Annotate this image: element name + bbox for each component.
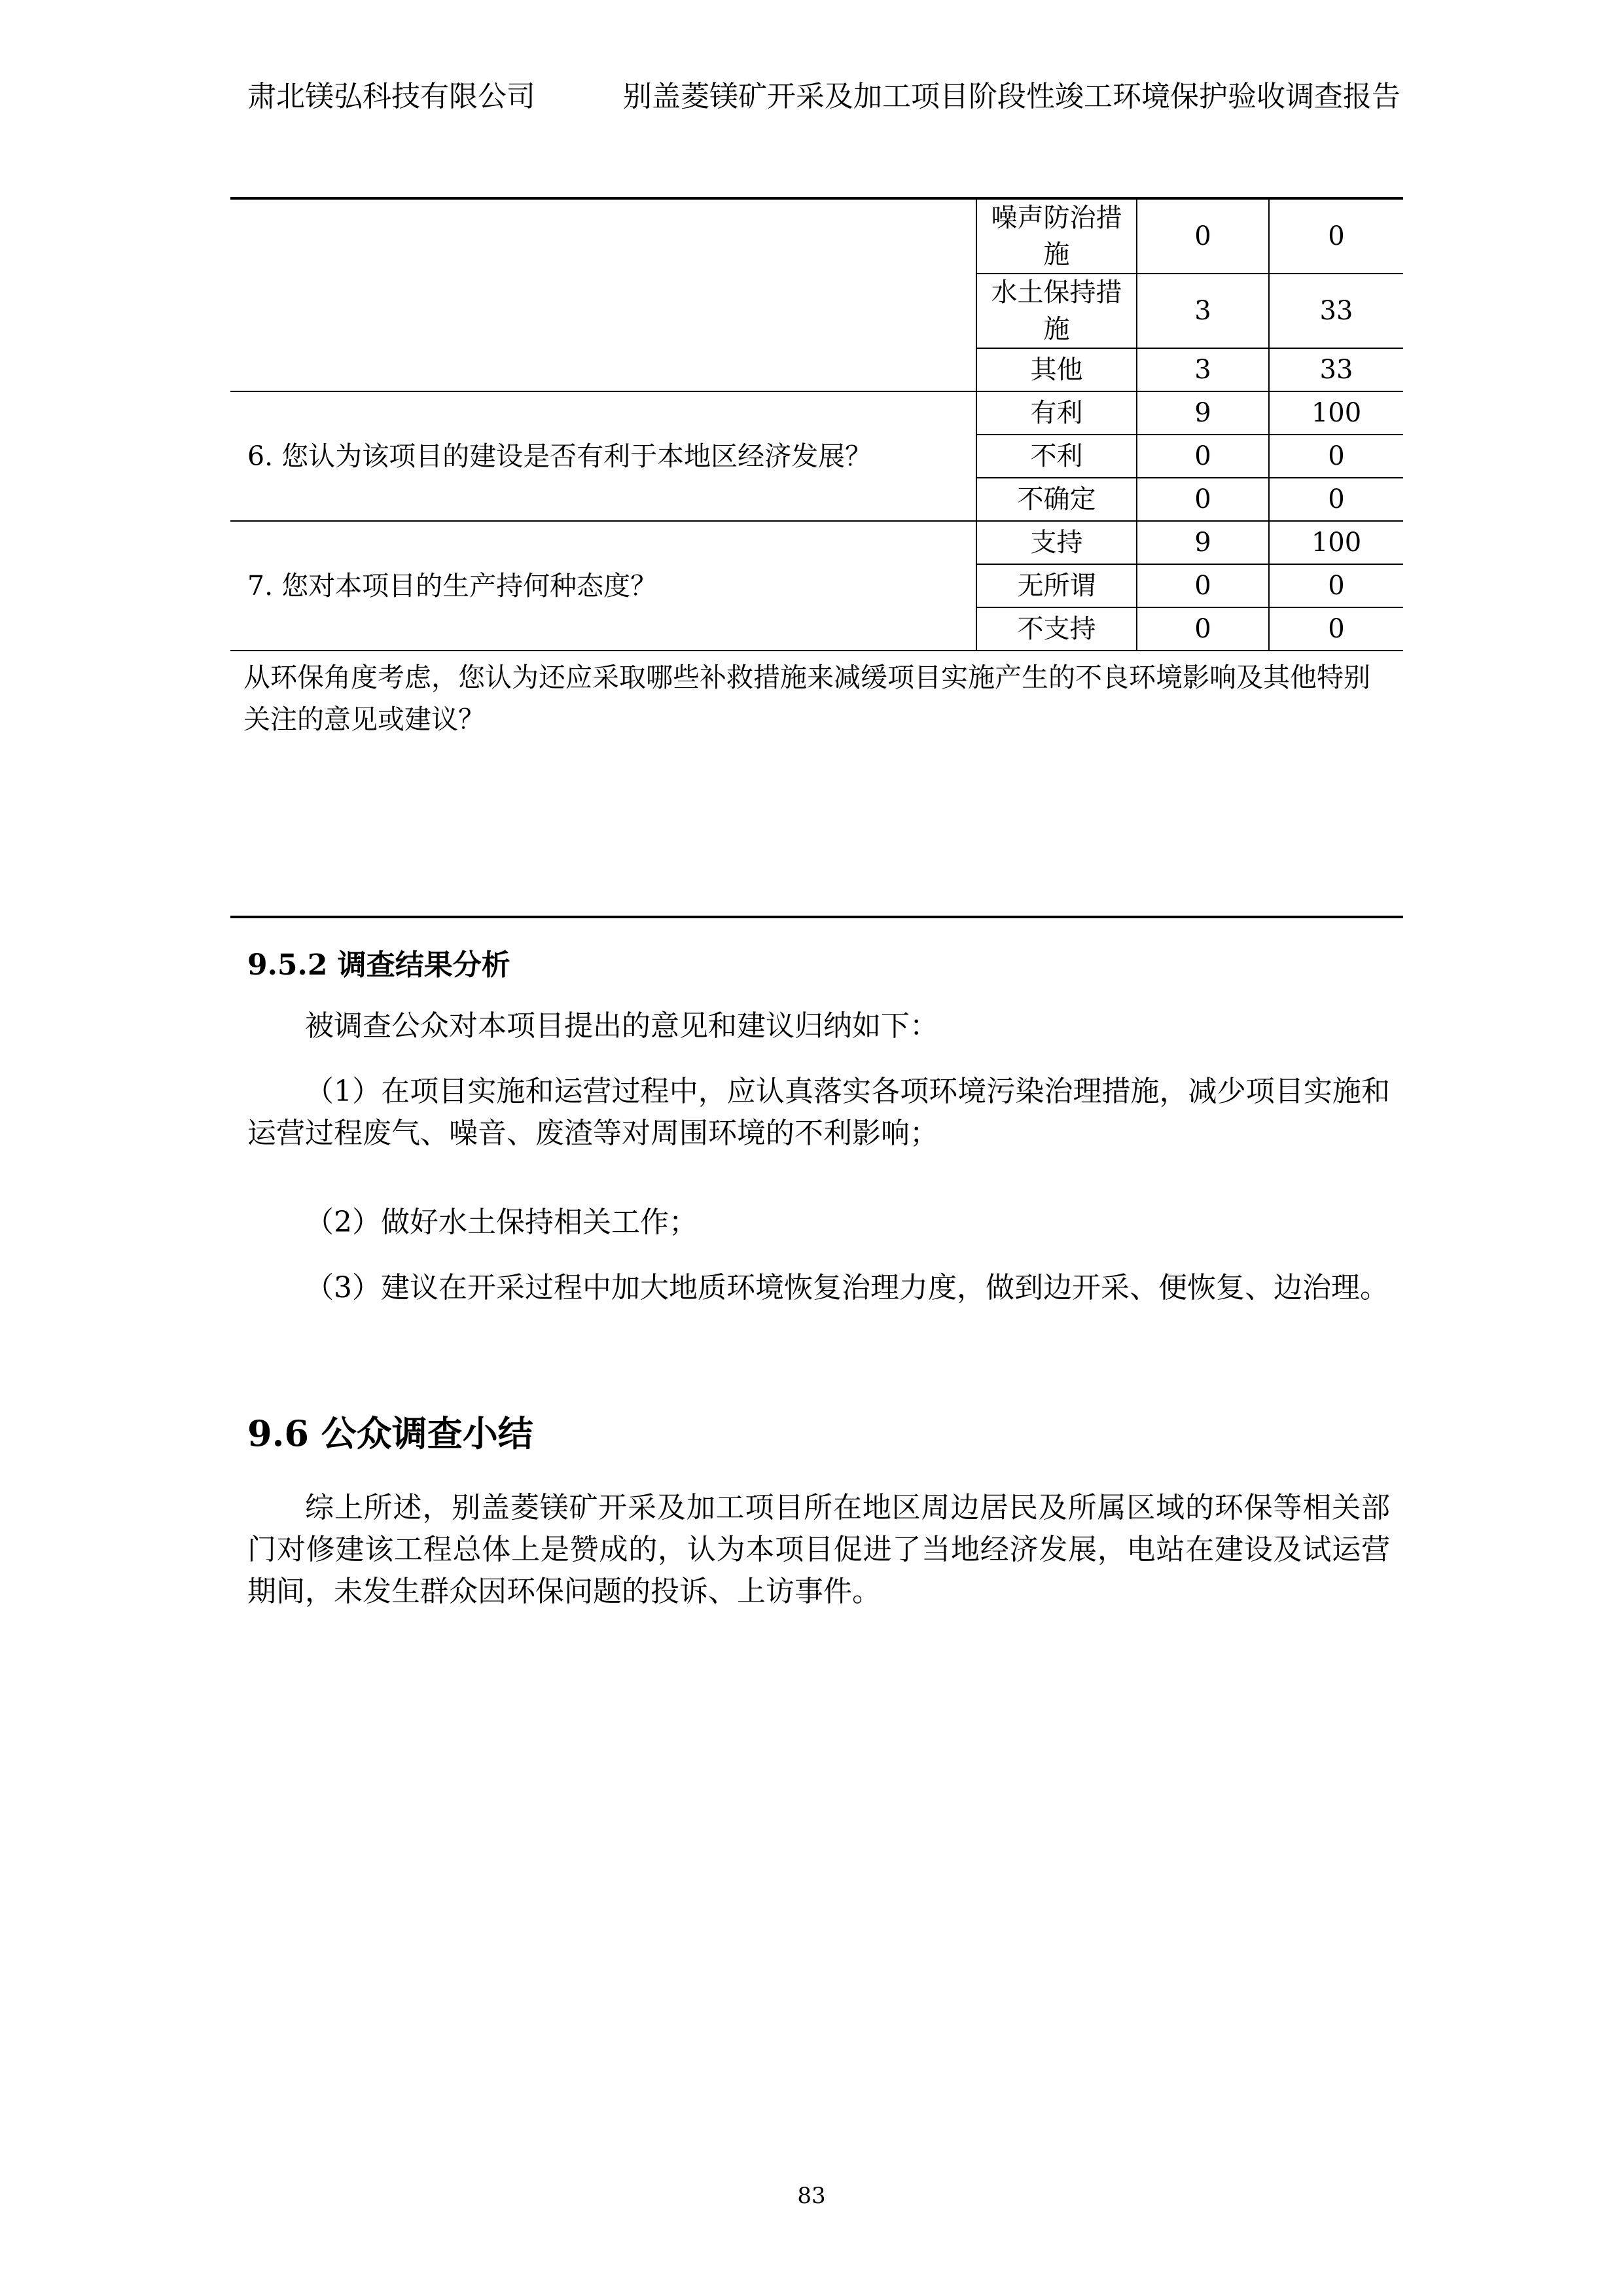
results-intro: 被调查公众对本项目提出的意见和建议归纳如下：: [305, 1009, 938, 1043]
table-row: [230, 521, 1403, 564]
percent-cell: 0: [1269, 198, 1403, 274]
table-row: [230, 651, 1403, 917]
percent-cell: 33: [1269, 274, 1403, 348]
section-9-5-2-heading: 9.5.2 调查结果分析: [247, 948, 510, 982]
option-cell: 无所谓: [976, 564, 1137, 607]
option-cell: 噪声防治措施: [976, 198, 1137, 274]
summary-paragraph: 综上所述，别盖菱镁矿开采及加工项目所在地区周边居民及所属区域的环保等相关部门对修建该工程总体上是赞成的，认为本项目促进了当地经济发展，电站在建设及试运营期间，未发生群众因环保问题的投诉、上访事件。: [247, 1491, 1390, 1608]
count-cell: 0: [1137, 478, 1269, 521]
page-header: [247, 77, 1400, 117]
option-cell: 支持: [976, 521, 1137, 564]
option-cell: 不支持: [976, 607, 1137, 651]
percent-cell: 0: [1269, 607, 1403, 651]
option-cell: 不利: [976, 435, 1137, 478]
survey-table: [230, 197, 1403, 918]
option-cell: 水土保持措施: [976, 274, 1137, 348]
count-cell: 9: [1137, 521, 1269, 564]
open-question-cell: 从环保角度考虑，您认为还应采取哪些补救措施来减缓项目实施产生的不良环境影响及其他特别关注的意见或建议？: [230, 651, 1403, 917]
question-6-cell: 6. 您认为该项目的建设是否有利于本地区经济发展？: [230, 391, 976, 521]
percent-cell: 0: [1269, 564, 1403, 607]
header-company: 肃北镁弘科技有限公司: [247, 80, 535, 113]
count-cell: 0: [1137, 435, 1269, 478]
table-row: [230, 198, 1403, 274]
result-item-3: （3）建议在开采过程中加大地质环境恢复治理力度，做到边开采、便恢复、边治理。: [305, 1271, 1389, 1304]
question-7-cell: 7. 您对本项目的生产持何种态度？: [230, 521, 976, 651]
count-cell: 3: [1137, 274, 1269, 348]
count-cell: 9: [1137, 391, 1269, 435]
result-item-1: （1）在项目实施和运营过程中，应认真落实各项环境污染治理措施，减少项目实施和运营过程废气、噪音、废渣等对周围环境的不利影响；: [247, 1075, 1390, 1150]
percent-cell: 100: [1269, 521, 1403, 564]
result-item-2: （2）做好水土保持相关工作；: [305, 1206, 698, 1239]
percent-cell: 0: [1269, 478, 1403, 521]
section-9-6-heading: 9.6 公众调查小结: [247, 1412, 533, 1454]
page-number: 83: [797, 2183, 826, 2209]
count-cell: 0: [1137, 607, 1269, 651]
option-cell: 有利: [976, 391, 1137, 435]
count-cell: 0: [1137, 564, 1269, 607]
option-cell: 不确定: [976, 478, 1137, 521]
percent-cell: 100: [1269, 391, 1403, 435]
option-cell: 其他: [976, 348, 1137, 391]
question-cell-continued: [230, 198, 976, 391]
percent-cell: 33: [1269, 348, 1403, 391]
percent-cell: 0: [1269, 435, 1403, 478]
header-report-title: 别盖菱镁矿开采及加工项目阶段性竣工环境保护验收调查报告: [623, 80, 1400, 113]
count-cell: 3: [1137, 348, 1269, 391]
count-cell: 0: [1137, 198, 1269, 274]
table-row: [230, 391, 1403, 435]
